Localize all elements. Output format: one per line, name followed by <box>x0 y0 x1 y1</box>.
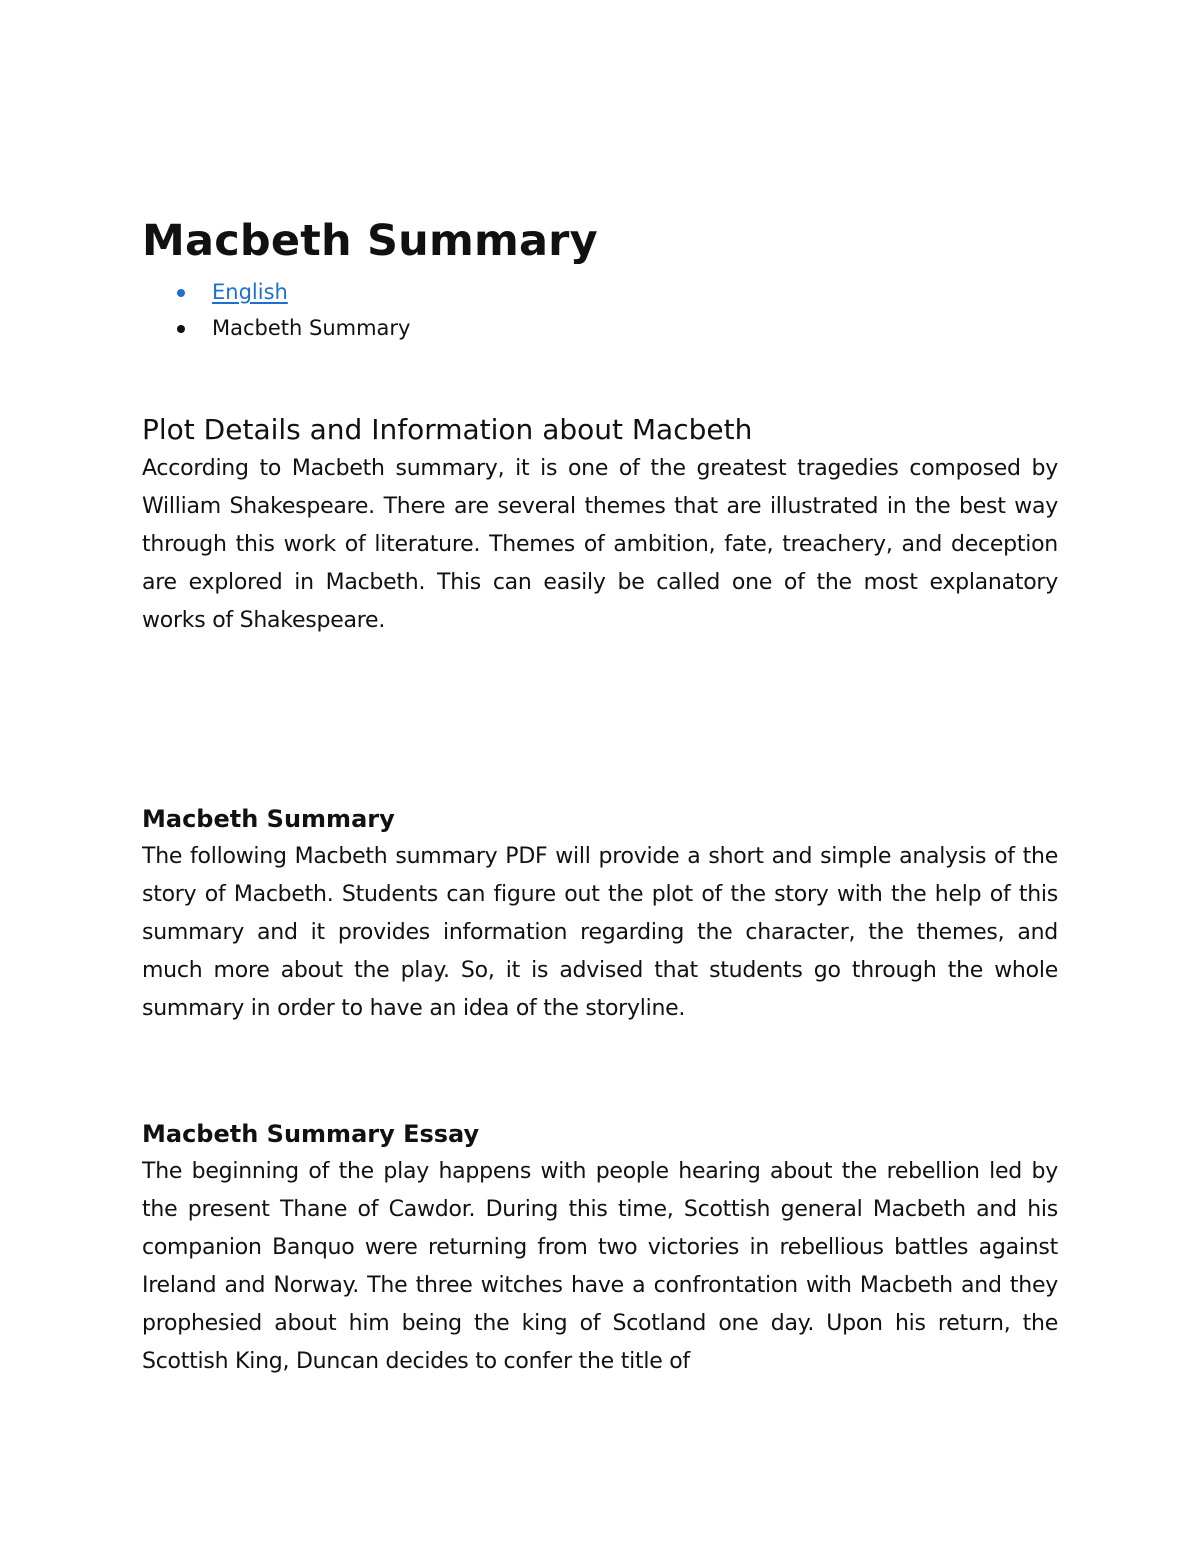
breadcrumb-link-english[interactable]: English <box>212 280 288 304</box>
summary-section <box>142 800 1058 1028</box>
breadcrumb-item-current: Macbeth Summary <box>142 310 411 346</box>
plot-details-section <box>142 410 1058 640</box>
breadcrumb-item-english <box>142 274 411 310</box>
summary-paragraph: The following Macbeth summary PDF will provide a short and simple analysis of the story of Macbeth. Students can figure out the plot of the story with the help of this summary and it provides information regarding the character, the themes, and much more about the play. So, it is advised that students go through the whole summary in order to have an idea of the storyline. <box>142 844 1058 1021</box>
plot-details-paragraph: According to Macbeth summary, it is one of the greatest tragedies composed by William Shakespeare. There are several themes that are illustrated in the best way through this work of literature. Themes of ambition, fate, treachery, and deception are explored in Macbeth. This can easily be called one of the most explanatory works of Shakespeare. <box>142 456 1058 633</box>
breadcrumb <box>142 274 411 346</box>
summary-essay-section <box>142 1115 1058 1381</box>
page-title: Macbeth Summary <box>142 216 598 266</box>
plot-details-heading: Plot Details and Information about Macbeth <box>142 413 753 446</box>
summary-essay-paragraph: The beginning of the play happens with people hearing about the rebellion led by the present Thane of Cawdor. During this time, Scottish general Macbeth and his companion Banquo were returning from two victories in rebellious battles against Ireland and Norway. The three witches have a confrontation with Macbeth and they prophesied about him being the king of Scotland one day. Upon his return, the Scottish King, Duncan decides to confer the title of <box>142 1159 1058 1374</box>
summary-heading: Macbeth Summary <box>142 805 395 833</box>
summary-essay-heading: Macbeth Summary Essay <box>142 1120 480 1148</box>
